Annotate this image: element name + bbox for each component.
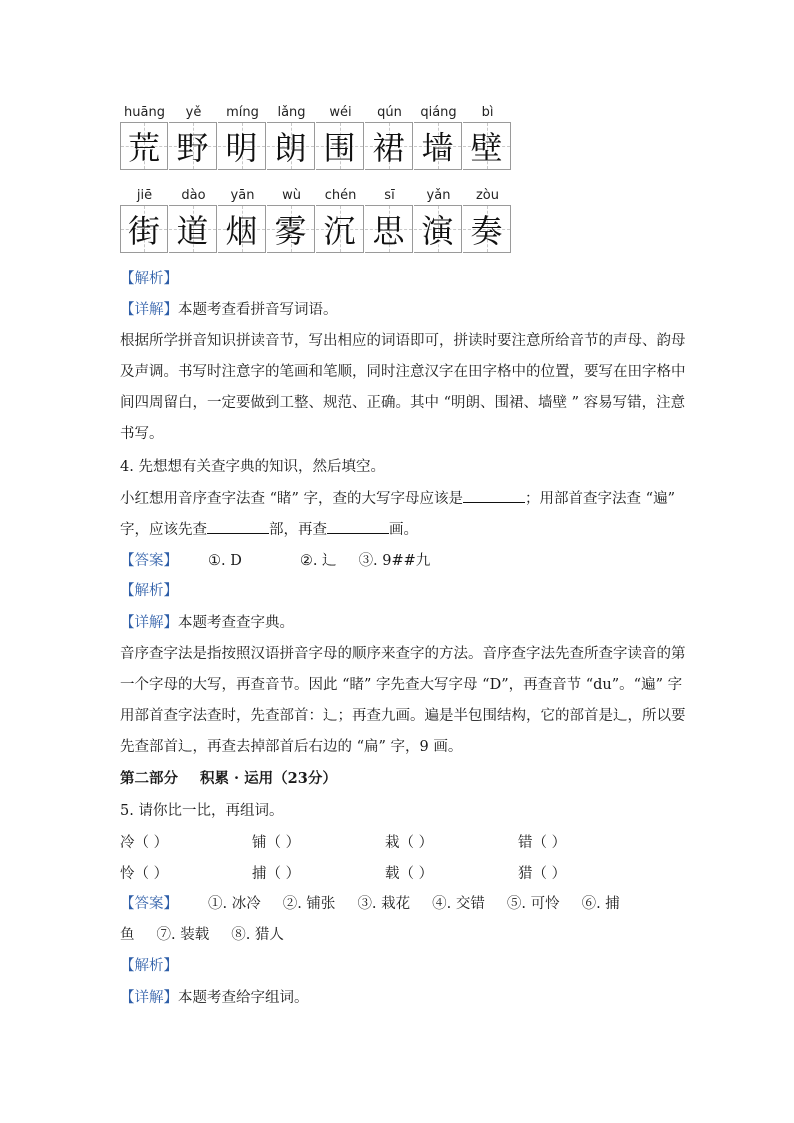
q5-answer-row-1 <box>120 893 680 915</box>
q4-line-1a: 小红想用音序查字法查 “睹” 字，查的大写字母应该是 <box>120 491 464 507</box>
q5-analysis-label: 【解析】 <box>120 958 178 974</box>
q3-para-2: 及声调。书写时注意字的笔画和笔顺，同时注意汉字在田字格中的位置，要写在田字格中 <box>120 364 686 380</box>
q5-item: 铺（ ） <box>252 835 301 851</box>
q3-para-4: 书写。 <box>120 426 164 442</box>
section-2-heading <box>120 768 680 790</box>
answer-blank-2 <box>207 519 269 534</box>
q5-item: 怜（ ） <box>120 866 169 882</box>
q3-detail-text: 本题考查看拼音写词语。 <box>178 302 338 318</box>
q5-answer: ⑧. 猎人 <box>231 927 284 943</box>
q4-para-3: 用部首查字法查时，先查部首：辶；再查九画。遍是半包围结构，它的部首是辶，所以要 <box>120 708 686 724</box>
hanzi-character: 明 <box>225 129 258 167</box>
pinyin-label: qún <box>377 105 402 120</box>
answer-label: 【答案】 <box>120 553 178 569</box>
q5-item: 载（ ） <box>385 866 434 882</box>
hanzi-character: 沉 <box>323 212 356 250</box>
tianzige-box <box>218 205 266 253</box>
hanzi-character: 奏 <box>470 212 503 250</box>
grid-cell <box>365 187 414 253</box>
grid-cell <box>365 104 414 170</box>
answer-label: 【答案】 <box>120 896 178 912</box>
tianzige-box <box>316 122 364 170</box>
q3-detail <box>120 299 680 321</box>
q4-line-2b: 部，再查 <box>269 522 327 538</box>
pinyin-label: yǎn <box>426 188 451 203</box>
pinyin-label: zòu <box>475 188 500 203</box>
tianzige-box <box>218 122 266 170</box>
q5-item: 猎（ ） <box>518 866 567 882</box>
q5-detail <box>120 987 680 1009</box>
detail-label: 【详解】 <box>120 615 178 631</box>
q3-analysis-label: 【解析】 <box>120 271 178 287</box>
grid-cell <box>218 104 267 170</box>
tianzige-box <box>316 205 364 253</box>
section-2-title: 积累 · 运用（23分） <box>200 770 337 787</box>
tianzige-box <box>267 205 315 253</box>
hanzi-character: 烟 <box>225 212 258 250</box>
q4-line-1 <box>120 488 680 510</box>
pinyin-label: yě <box>185 105 202 120</box>
tianzige-box <box>463 122 511 170</box>
tianzige-box <box>120 205 168 253</box>
q5-answer-row-2 <box>120 924 680 946</box>
grid-cell <box>463 104 512 170</box>
pinyin-label: qiáng <box>420 105 457 120</box>
pinyin-label: sī <box>384 188 395 203</box>
q3-para-1: 根据所学拼音知识拼读音节，写出相应的词语即可，拼读时要注意所给音节的声母、韵母 <box>120 333 686 349</box>
q4-detail <box>120 612 680 634</box>
q5-item: 冷（ ） <box>120 835 169 851</box>
grid-cell <box>414 187 463 253</box>
grid-cell <box>267 104 316 170</box>
pinyin-label: jiē <box>136 188 153 203</box>
q4-answer-1: ①. D <box>208 553 242 569</box>
q5-answer: ③. 栽花 <box>357 896 411 912</box>
grid-cell <box>316 187 365 253</box>
q4-title: 4. 先想想有关查字典的知识，然后填空。 <box>120 459 385 475</box>
tianzige-box <box>414 122 462 170</box>
grid-cell <box>169 187 218 253</box>
q4-line-2a: 字，应该先查 <box>120 522 207 538</box>
q4-para-2: 一个字母的大写，再查音节。因此 “睹” 字先查大写字母 “D”，再查音节 “du”。“遍” 字 <box>120 677 683 693</box>
q4-para-4: 先查部首辶，再查去掉部首后右边的 “扁” 字，9 画。 <box>120 739 463 755</box>
q4-line-2c: 画。 <box>389 522 418 538</box>
hanzi-character: 演 <box>421 212 454 250</box>
q5-title: 5. 请你比一比，再组词。 <box>120 803 284 819</box>
tianzige-box <box>365 122 413 170</box>
q5-answer: ④. 交错 <box>432 896 485 912</box>
q5-detail-text: 本题考查给字组词。 <box>178 990 309 1006</box>
q5-item: 栽（ ） <box>385 835 434 851</box>
section-2-part: 第二部分 <box>120 770 178 787</box>
detail-label: 【详解】 <box>120 990 178 1006</box>
tianzige-box <box>120 122 168 170</box>
tianzige-box <box>169 205 217 253</box>
grid-cell <box>316 104 365 170</box>
pinyin-label: dào <box>181 188 206 203</box>
q4-detail-text: 本题考查查字典。 <box>178 615 294 631</box>
pinyin-label: lǎng <box>277 105 306 120</box>
q5-answer: ⑥. 捕 <box>581 896 620 912</box>
q5-answer: 鱼 <box>120 927 135 943</box>
tianzige-box <box>169 122 217 170</box>
q4-analysis-label: 【解析】 <box>120 583 178 599</box>
tianzige-box <box>365 205 413 253</box>
pinyin-label: yān <box>230 188 255 203</box>
detail-label: 【详解】 <box>120 302 178 318</box>
q5-item: 捕（ ） <box>252 866 301 882</box>
tianzige-box <box>414 205 462 253</box>
hanzi-character: 雾 <box>274 212 307 250</box>
tianzige-box <box>463 205 511 253</box>
q5-answer: ①. 冰冷 <box>208 896 261 912</box>
hanzi-character: 壁 <box>470 129 503 167</box>
grid-cell <box>463 187 512 253</box>
hanzi-character: 墙 <box>421 129 454 167</box>
grid-cell <box>120 104 169 170</box>
grid-cell <box>120 187 169 253</box>
pinyin-label: míng <box>226 105 259 120</box>
hanzi-character: 裙 <box>372 129 405 167</box>
q4-line-1b: ；用部首查字法查 “遍” <box>525 491 675 507</box>
q5-answer: ⑤. 可怜 <box>506 896 560 912</box>
q3-para-3: 间四周留白，一定要做到工整、规范、正确。其中 “明朗、围裙、墙壁 ” 容易写错，注意 <box>120 395 686 411</box>
pinyin-label: chén <box>324 188 357 203</box>
q4-para-1: 音序查字法是指按照汉语拼音字母的顺序来查字的方法。音序查字法先查所查字读音的第 <box>120 646 686 662</box>
hanzi-character: 道 <box>176 212 209 250</box>
grid-cell <box>267 187 316 253</box>
hanzi-character: 街 <box>127 212 160 250</box>
q4-answer-row <box>120 550 680 572</box>
hanzi-character: 荒 <box>127 129 160 167</box>
q5-item: 错（ ） <box>518 835 567 851</box>
pinyin-label: bì <box>481 105 494 120</box>
q5-answer: ⑦. 装载 <box>156 927 210 943</box>
q4-answer-3: ③. 9##九 <box>358 553 431 569</box>
q4-answer-2: ②. 辶 <box>299 553 337 569</box>
hanzi-character: 野 <box>176 129 209 167</box>
pinyin-label: huāng <box>124 105 165 120</box>
pinyin-label: wéi <box>329 105 352 120</box>
hanzi-character: 思 <box>372 212 405 250</box>
pinyin-grid-row-1 <box>120 104 512 170</box>
pinyin-grid-row-2 <box>120 187 512 253</box>
q4-line-2 <box>120 519 680 541</box>
tianzige-box <box>267 122 315 170</box>
hanzi-character: 围 <box>323 129 356 167</box>
grid-cell <box>414 104 463 170</box>
answer-blank-3 <box>327 519 389 534</box>
answer-blank-1 <box>463 488 525 503</box>
pinyin-label: wù <box>282 188 301 203</box>
q5-answer: ②. 铺张 <box>282 896 336 912</box>
hanzi-character: 朗 <box>274 129 307 167</box>
grid-cell <box>218 187 267 253</box>
grid-cell <box>169 104 218 170</box>
